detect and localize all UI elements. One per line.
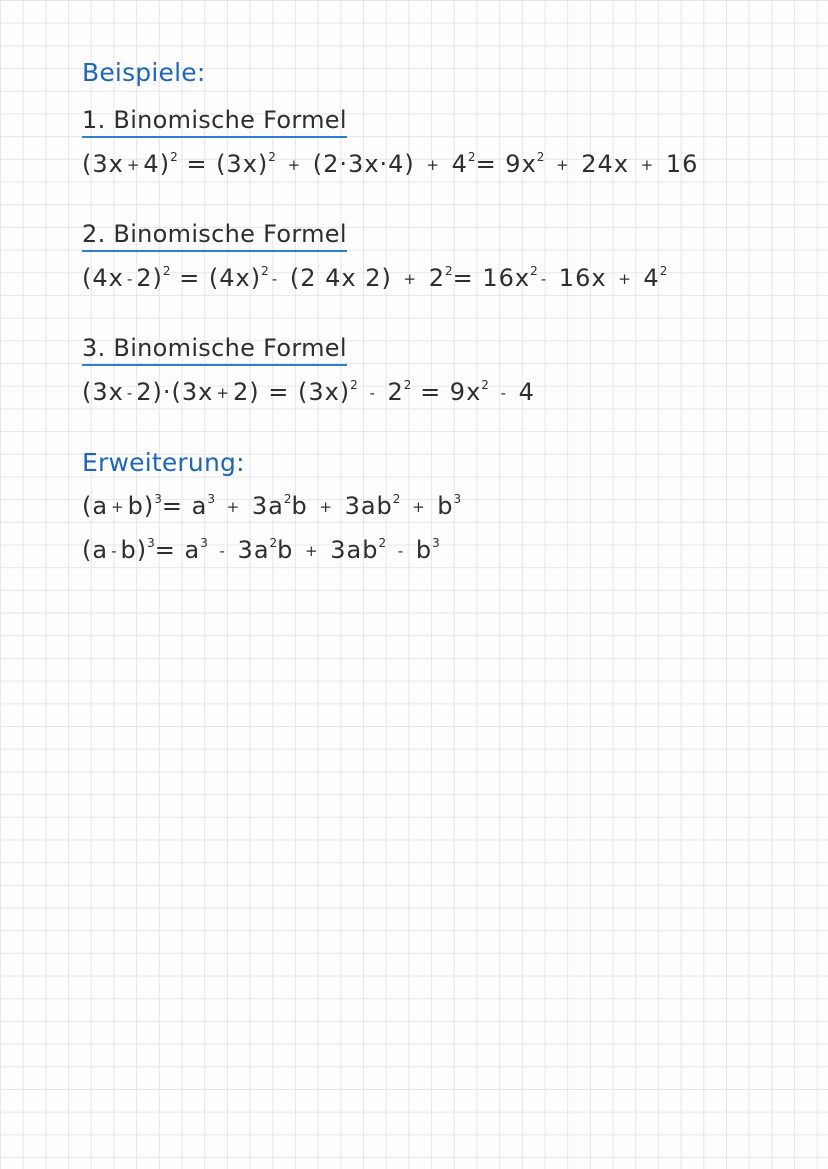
formula-1-exponent: 2 — [536, 150, 545, 164]
extension-1-part: 3a — [251, 492, 284, 520]
formula-1-part: (2·3x·4) — [312, 150, 415, 178]
extension-1-exponent: 2 — [392, 492, 401, 506]
extension-2-part: b — [277, 536, 294, 564]
formula-2-part: 2 — [428, 264, 445, 292]
formula-1-exponent: 2 — [268, 150, 276, 164]
extension-formula-1 — [82, 492, 461, 520]
formula-2-operator: - — [540, 270, 548, 288]
formula-3 — [82, 378, 535, 406]
extension-2-part: 3a — [237, 536, 270, 564]
formula-1-operator: + — [426, 156, 440, 174]
extension-2-exponent: 2 — [378, 536, 387, 550]
extension-1-part: = a — [161, 492, 208, 520]
extension-1-operator: + — [111, 498, 125, 516]
extension-heading: Erweiterung: — [82, 448, 245, 477]
extension-1-exponent: 3 — [453, 492, 462, 506]
formula-3-exponent: 2 — [481, 378, 489, 392]
formula-2-operator: + — [618, 270, 632, 288]
formula-1-part: 16 — [665, 150, 699, 178]
formula-1-operator: + — [126, 156, 141, 174]
formula-3-exponent: 2 — [350, 378, 358, 392]
extension-2-operator: - — [397, 542, 405, 560]
extension-1-part: 3ab — [344, 492, 393, 520]
extension-2-exponent: 3 — [432, 536, 440, 550]
formula-3-part: 2)·(3x — [136, 378, 214, 406]
extension-1-operator: + — [319, 498, 333, 516]
extension-formula-2 — [82, 536, 440, 564]
extension-2-exponent: 2 — [269, 536, 278, 550]
formula-3-part: 4 — [518, 378, 535, 406]
formula-3-operator: - — [126, 384, 134, 402]
extension-1-part: b) — [127, 492, 155, 520]
formula-1-exponent: 2 — [467, 150, 476, 164]
formula-2-part: 16x — [558, 264, 607, 292]
extension-1-exponent: 3 — [207, 492, 215, 506]
formula-1-part: 24x — [581, 150, 630, 178]
formula-1 — [82, 150, 698, 178]
extension-2-operator: - — [111, 542, 118, 560]
formula-2-part: = 16x — [452, 264, 531, 292]
extension-2-operator: + — [305, 542, 319, 560]
extension-2-part: (a — [82, 536, 109, 564]
formula-2-exponent: 2 — [261, 264, 269, 278]
formula-2-part: (4x — [82, 264, 124, 292]
formula-3-operator: - — [500, 384, 507, 402]
formula-2 — [82, 264, 667, 292]
extension-1-part: b — [291, 492, 308, 520]
extension-2-part: b) — [120, 536, 148, 564]
formula-3-operator: - — [369, 384, 376, 402]
extension-1-part: (a — [82, 492, 109, 520]
formula-2-part: 4 — [643, 264, 660, 292]
formula-1-operator: + — [556, 156, 570, 174]
formula-1-exponent: 2 — [170, 150, 178, 164]
extension-2-part: 3ab — [330, 536, 379, 564]
formula-1-operator: + — [287, 156, 302, 174]
formula-2-part: 2) — [136, 264, 163, 292]
formula-3-part: 2 — [387, 378, 404, 406]
section-title-2: 2. Binomische Formel — [82, 220, 347, 252]
extension-2-exponent: 3 — [200, 536, 208, 550]
formula-2-exponent: 2 — [659, 264, 668, 278]
section-title-3: 3. Binomische Formel — [82, 334, 347, 366]
formula-1-part: = 9x — [475, 150, 537, 178]
formula-1-operator: + — [640, 156, 655, 174]
formula-3-part: 2) = (3x) — [232, 378, 351, 406]
formula-1-part: 4) — [143, 150, 171, 178]
extension-1-part: b — [437, 492, 454, 520]
formula-2-part: = (4x) — [170, 264, 262, 292]
examples-heading: Beispiele: — [82, 58, 206, 87]
formula-1-part: 4 — [451, 150, 468, 178]
extension-2-part: b — [415, 536, 433, 564]
extension-1-operator: + — [226, 498, 241, 516]
formula-1-part: = (3x) — [177, 150, 269, 178]
extension-2-operator: - — [219, 542, 226, 560]
extension-2-exponent: 3 — [147, 536, 155, 550]
formula-3-operator: + — [216, 384, 230, 402]
formula-3-part: = 9x — [420, 378, 482, 406]
extension-1-exponent: 3 — [154, 492, 162, 506]
formula-2-operator: - — [271, 270, 279, 288]
formula-2-exponent: 2 — [444, 264, 453, 278]
extension-1-operator: + — [412, 498, 426, 516]
formula-2-exponent: 2 — [162, 264, 171, 278]
formula-2-operator: + — [403, 270, 418, 288]
extension-1-exponent: 2 — [283, 492, 292, 506]
formula-2-operator: - — [126, 270, 134, 288]
formula-2-part: (2 4x 2) — [289, 264, 392, 292]
section-title-1: 1. Binomische Formel — [82, 106, 347, 138]
formula-2-exponent: 2 — [530, 264, 538, 278]
formula-1-part: (3x — [82, 150, 124, 178]
extension-2-part: = a — [154, 536, 201, 564]
formula-3-part: (3x — [82, 378, 124, 406]
formula-3-exponent: 2 — [403, 378, 412, 392]
